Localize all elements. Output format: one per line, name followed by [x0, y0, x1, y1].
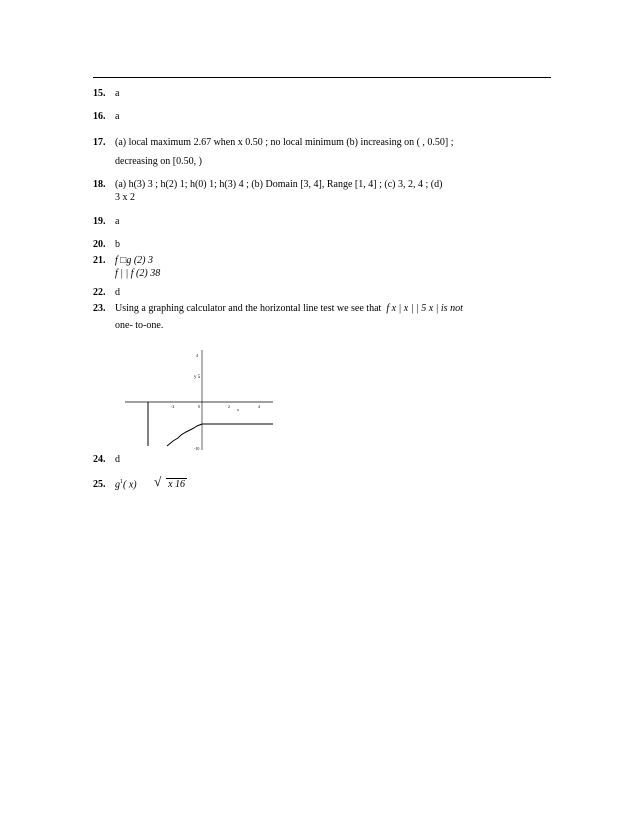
answer-16	[93, 110, 119, 124]
item-number: 15.	[93, 88, 106, 99]
item-number: 22.	[93, 287, 106, 298]
answer-text: a	[115, 88, 120, 99]
answer-23-line2: one- to-one.	[115, 320, 164, 331]
answer-19	[93, 215, 119, 229]
radicand: x 16	[168, 479, 186, 491]
graph-curve	[167, 424, 202, 446]
item-number: 23.	[93, 303, 106, 314]
square-root	[154, 474, 187, 492]
answer-text: (a) h(3) 3 ; h(2) 1; h(0) 1; h(3) 4 ; (b) Domain [3, 4], Range [1, 4] ; (c) 3, 2, 4 ; (d)	[115, 179, 443, 190]
answer-18	[93, 178, 442, 192]
item-number: 20.	[93, 239, 106, 250]
item-number: 21.	[93, 255, 106, 266]
y-bottom-label: -10	[194, 446, 200, 451]
function-expression: f x | x | | 5 x | is not	[386, 303, 463, 314]
x-tick-label: 2	[228, 404, 230, 409]
answer-text: d	[115, 454, 120, 465]
x-tick-label: 4	[258, 404, 260, 409]
answer-17-line2: decreasing on [0.50, )	[115, 156, 202, 167]
answer-24	[93, 453, 120, 467]
answer-23	[93, 302, 463, 316]
answer-text: d	[115, 287, 120, 298]
function-argument: ( x)	[123, 479, 137, 491]
item-number: 25.	[93, 479, 106, 491]
answer-text: (a) local maximum 2.67 when x 0.50 ; no local minimum (b) increasing on ( , 0.50] ;	[115, 137, 454, 148]
answer-21	[93, 254, 153, 268]
y-mid-label: y 5	[194, 375, 201, 380]
item-number: 18.	[93, 179, 106, 190]
item-number: 19.	[93, 216, 106, 227]
inverse-superscript: 1	[120, 479, 123, 485]
answer-text: a	[115, 216, 120, 227]
x-tick-label: 0	[198, 404, 200, 409]
answer-15	[93, 87, 119, 101]
function-name: g	[115, 479, 120, 491]
item-number: 16.	[93, 111, 106, 122]
radical-icon: √	[154, 474, 162, 490]
answer-18-line2: 3 x 2	[115, 192, 135, 203]
item-number: 24.	[93, 454, 106, 465]
x-axis-label: x	[237, 407, 239, 412]
answer-22	[93, 286, 120, 300]
x-tick-label: -2	[171, 404, 175, 409]
answer-17	[93, 136, 454, 150]
function-graph	[115, 345, 275, 455]
answer-25	[93, 475, 187, 492]
answer-text: Using a graphing calculator and the horizontal line test we see that	[115, 303, 382, 314]
answer-21-line2: f | | f (2) 38	[115, 268, 161, 279]
answer-text: f □g (2) 3	[115, 255, 153, 266]
answer-text: a	[115, 111, 120, 122]
answer-20	[93, 238, 120, 252]
item-number: 17.	[93, 137, 106, 148]
y-top-label: 4	[196, 353, 198, 358]
answer-text: b	[115, 239, 120, 250]
header-rule	[93, 77, 551, 78]
